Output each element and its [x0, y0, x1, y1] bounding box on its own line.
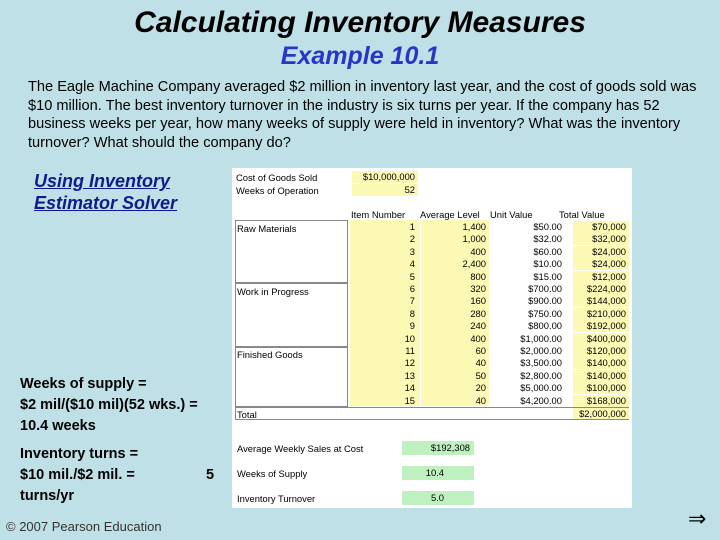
cell-level: 2,400 — [462, 258, 486, 270]
cell-total: $224,000 — [573, 283, 629, 295]
cell-total: $24,000 — [573, 258, 629, 270]
cell-item: 6 — [409, 283, 415, 294]
problem-statement: The Eagle Machine Company averaged $2 million in inventory last year, and the cost of goods sold was $10 million. The best inventory turnover in the industry is six turns per year. If the company has 52 business weeks per year, how many weeks of supply were held in inventory? What was the inventory turnover? What should the company do? — [28, 79, 697, 151]
solver-heading — [34, 170, 177, 214]
total-label: Total — [237, 409, 257, 420]
cell-total: $12,000 — [573, 271, 629, 283]
cell-item: 5 — [409, 270, 415, 282]
cell-level: 280 — [470, 307, 486, 319]
cell-item: 15 — [404, 394, 415, 406]
turnover-value: 5.0 — [402, 491, 474, 505]
cell-level: 160 — [470, 295, 486, 307]
cell-unit: $800.00 — [528, 320, 562, 332]
cell-total: $192,000 — [573, 320, 629, 332]
cell-unit: $900.00 — [528, 295, 562, 307]
next-slide-arrow-icon[interactable]: ⇒ — [688, 506, 707, 531]
cogs-label: Cost of Goods Sold — [236, 172, 318, 183]
weeks-label: Weeks of Operation — [236, 185, 319, 196]
cell-level: 400 — [470, 332, 486, 344]
cell-level: 40 — [475, 394, 486, 406]
cell-item: 7 — [409, 295, 415, 307]
cell-item: 14 — [404, 382, 415, 394]
weeks-calc-line1: Weeks of supply = — [20, 376, 147, 392]
inventory-rows — [232, 168, 632, 418]
weeks-calc-line2: $2 mil/($10 mil)(52 wks.) = — [20, 397, 198, 413]
avg-sales-label: Average Weekly Sales at Cost — [237, 443, 364, 454]
cell-unit: $1,000.00 — [520, 332, 562, 344]
avg-sales-value: $192,308 — [402, 441, 474, 455]
header-average-level: Average Level — [420, 209, 480, 220]
total-value: $2,000,000 — [573, 408, 629, 419]
group-raw-materials: Raw Materials — [237, 223, 297, 234]
cell-total: $168,000 — [573, 395, 629, 407]
cell-unit: $50.00 — [533, 221, 562, 232]
cell-item: 10 — [404, 332, 415, 344]
cell-unit: $10.00 — [533, 258, 562, 270]
cell-total: $24,000 — [573, 246, 629, 258]
header-unit-value: Unit Value — [490, 209, 533, 220]
cell-item: 3 — [409, 245, 415, 257]
turns-calc-line3: turns/yr — [20, 488, 74, 504]
cell-level: 60 — [475, 345, 486, 356]
slide-title: Calculating Inventory Measures — [134, 6, 586, 39]
copyright-footer: © 2007 Pearson Education — [6, 519, 162, 534]
turns-calc-value: 5 — [206, 467, 215, 483]
cell-total: $120,000 — [573, 345, 629, 357]
cell-unit: $3,500.00 — [520, 357, 562, 369]
cell-item: 11 — [405, 345, 415, 356]
total-row-box — [235, 407, 629, 420]
cell-unit: $32.00 — [533, 233, 562, 245]
cell-total: $400,000 — [573, 333, 629, 345]
cell-unit: $60.00 — [533, 245, 562, 257]
cell-unit: $4,200.00 — [520, 394, 562, 406]
slide-subtitle: Example 10.1 — [280, 42, 440, 70]
solver-heading-line1: Using Inventory — [34, 171, 171, 191]
weeks-supply-label: Weeks of Supply — [237, 468, 308, 479]
solver-heading-line2: Estimator Solver — [34, 193, 178, 213]
cell-unit: $5,000.00 — [520, 382, 562, 394]
cell-item: 13 — [404, 369, 415, 381]
cell-level: 1,000 — [462, 233, 486, 245]
weeks-value: 52 — [352, 184, 418, 196]
turnover-label: Inventory Turnover — [237, 493, 316, 504]
cell-item: 2 — [409, 233, 415, 245]
header-total-value: Total Value — [559, 209, 605, 220]
cell-total: $144,000 — [573, 295, 629, 307]
cell-unit: $2,800.00 — [520, 369, 562, 381]
cell-level: 400 — [470, 245, 486, 257]
group-finished-goods: Finished Goods — [237, 349, 303, 360]
cell-level: 20 — [475, 382, 486, 394]
turns-calc-line1: Inventory turns = — [20, 446, 139, 462]
cell-total: $70,000 — [573, 221, 629, 233]
cell-total: $140,000 — [573, 357, 629, 369]
cell-item: 4 — [409, 258, 415, 270]
cell-level: 240 — [470, 320, 486, 332]
inventory-estimator-sheet — [232, 168, 632, 508]
cell-unit: $750.00 — [528, 307, 562, 319]
weeks-supply-value: 10.4 — [402, 466, 474, 480]
cell-level: 50 — [475, 369, 486, 381]
cell-level: 1,400 — [462, 221, 486, 232]
cell-level: 800 — [470, 270, 486, 282]
cell-item: 9 — [409, 320, 415, 332]
cell-level: 320 — [470, 283, 486, 294]
cell-unit: $15.00 — [533, 270, 562, 282]
cell-item: 8 — [409, 307, 415, 319]
cell-total: $210,000 — [573, 308, 629, 320]
cell-total: $100,000 — [573, 382, 629, 394]
cell-total: $140,000 — [573, 370, 629, 382]
turns-calc-line2: $10 mil./$2 mil. = — [20, 467, 135, 483]
cell-item: 12 — [404, 357, 415, 369]
cogs-value: $10,000,000 — [352, 171, 418, 183]
cell-level: 40 — [475, 357, 486, 369]
cell-unit: $700.00 — [528, 283, 562, 294]
header-item-number: Item Number — [351, 209, 406, 220]
cell-item: 1 — [409, 221, 415, 232]
weeks-calc-line3: 10.4 weeks — [20, 418, 96, 434]
weeks-of-supply-calc — [20, 374, 240, 437]
inventory-turns-calc — [20, 444, 250, 507]
cell-unit: $2,000.00 — [520, 345, 562, 356]
group-work-in-progress: Work in Progress — [237, 286, 309, 297]
cell-total: $32,000 — [573, 233, 629, 245]
